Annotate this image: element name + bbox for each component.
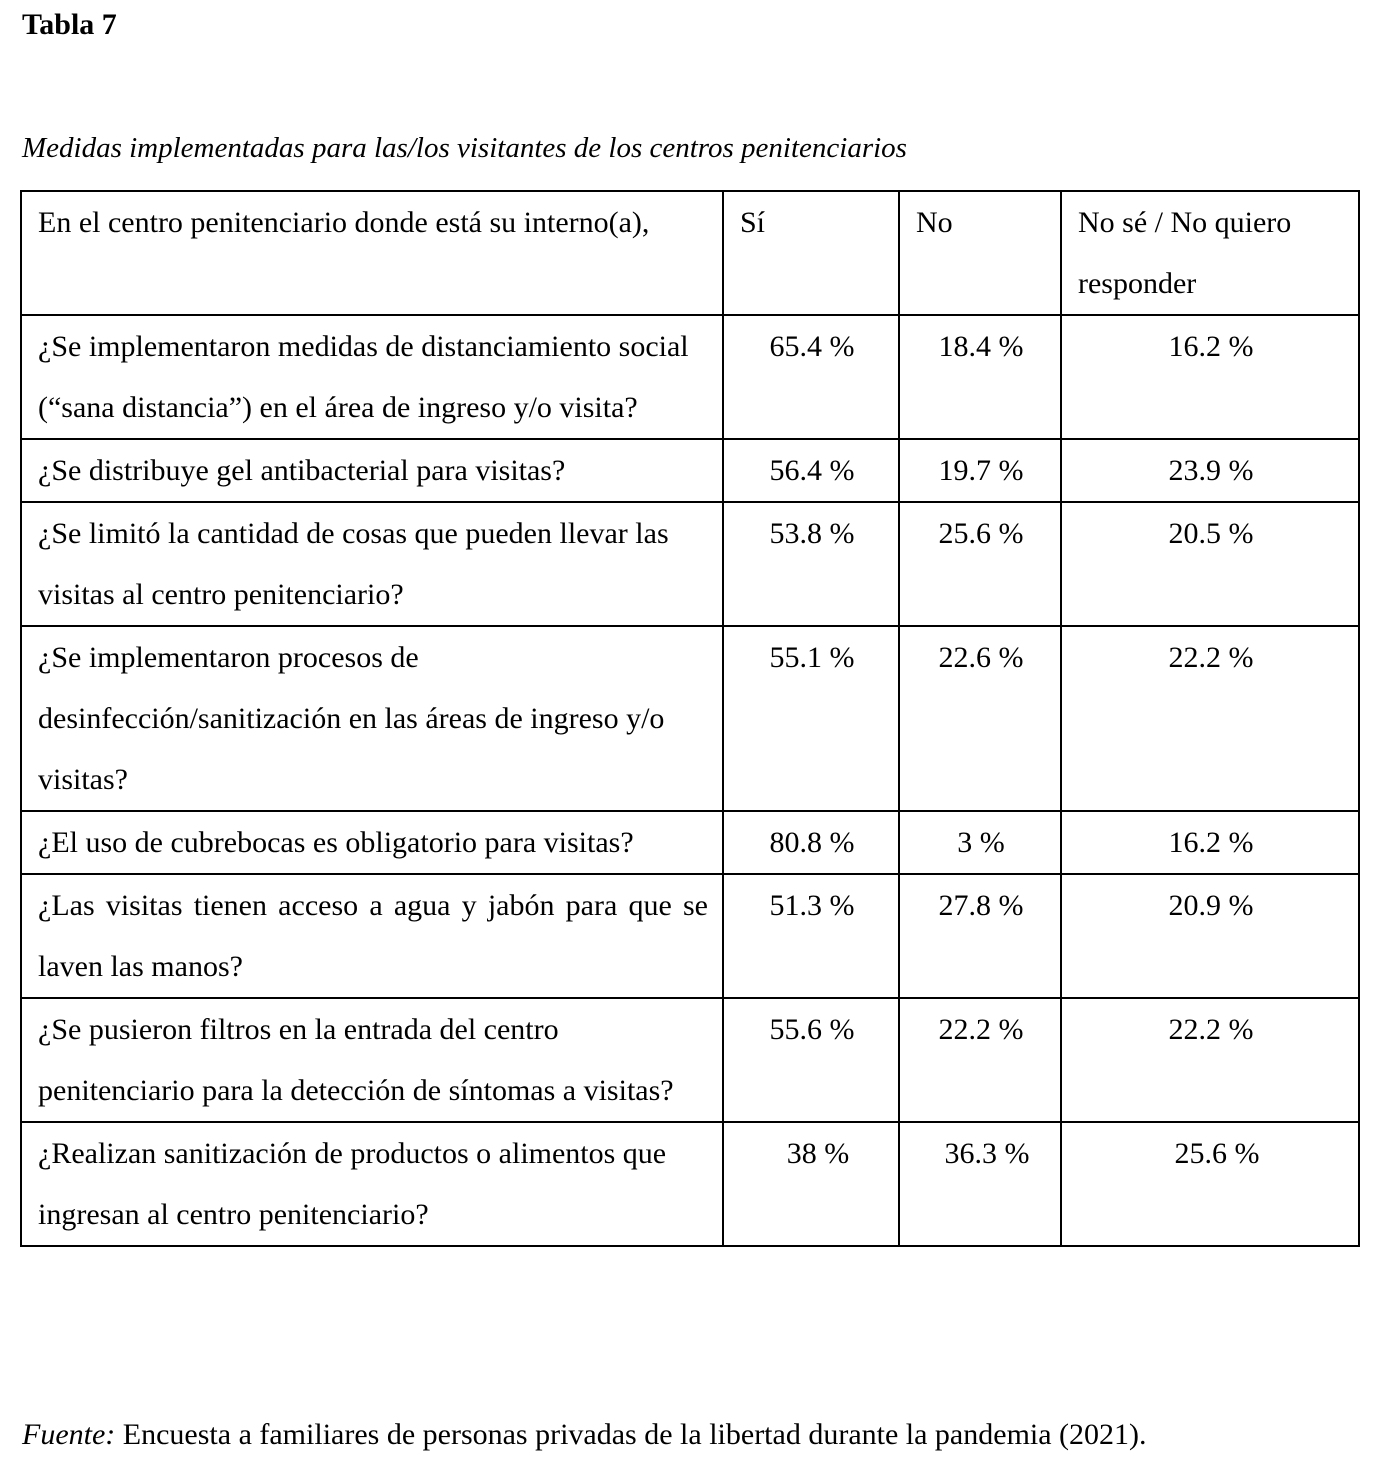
question-cell: ¿Se implementaron medidas de distanciamiento social (“sana distancia”) en el área de ingreso y/o visita? <box>21 315 723 439</box>
ns-cell: 23.9 % <box>1061 439 1359 502</box>
table-row <box>21 811 1359 874</box>
si-cell: 51.3 % <box>723 874 899 998</box>
si-cell: 38 % <box>723 1122 899 1246</box>
no-cell: 22.6 % <box>899 626 1061 811</box>
table-header-row <box>21 191 1359 315</box>
source-label: Fuente: <box>22 1418 116 1451</box>
table-row <box>21 998 1359 1122</box>
no-cell: 25.6 % <box>899 502 1061 626</box>
question-cell: ¿Se pusieron filtros en la entrada del centro penitenciario para la detección de síntomas a visitas? <box>21 998 723 1122</box>
question-cell: ¿Se implementaron procesos de desinfección/sanitización en las áreas de ingreso y/o visitas? <box>21 626 723 811</box>
table-row <box>21 439 1359 502</box>
question-cell: ¿Se limitó la cantidad de cosas que pueden llevar las visitas al centro penitenciario? <box>21 502 723 626</box>
ns-cell: 16.2 % <box>1061 811 1359 874</box>
header-ns-cell: No sé / No quiero responder <box>1061 191 1359 315</box>
table-label: Tabla 7 <box>22 8 117 41</box>
table-row <box>21 315 1359 439</box>
ns-cell: 20.9 % <box>1061 874 1359 998</box>
table-row <box>21 874 1359 998</box>
table-source-note <box>22 1418 1147 1452</box>
ns-cell: 16.2 % <box>1061 315 1359 439</box>
header-no-cell: No <box>899 191 1061 315</box>
header-si-cell: Sí <box>723 191 899 315</box>
ns-cell: 20.5 % <box>1061 502 1359 626</box>
question-cell: ¿Realizan sanitización de productos o alimentos que ingresan al centro penitenciario? <box>21 1122 723 1246</box>
si-cell: 55.1 % <box>723 626 899 811</box>
no-cell: 27.8 % <box>899 874 1061 998</box>
no-cell: 19.7 % <box>899 439 1061 502</box>
ns-cell: 22.2 % <box>1061 998 1359 1122</box>
si-cell: 55.6 % <box>723 998 899 1122</box>
no-cell: 22.2 % <box>899 998 1061 1122</box>
si-cell: 80.8 % <box>723 811 899 874</box>
question-cell: ¿El uso de cubrebocas es obligatorio para visitas? <box>21 811 723 874</box>
ns-cell: 22.2 % <box>1061 626 1359 811</box>
question-cell: ¿Las visitas tienen acceso a agua y jabón para que se laven las manos? <box>21 874 723 998</box>
header-question-cell: En el centro penitenciario donde está su interno(a), <box>21 191 723 315</box>
si-cell: 65.4 % <box>723 315 899 439</box>
si-cell: 53.8 % <box>723 502 899 626</box>
no-cell: 3 % <box>899 811 1061 874</box>
table-caption: Medidas implementadas para las/los visitantes de los centros penitenciarios <box>22 132 907 164</box>
data-table <box>20 190 1360 1247</box>
table-row <box>21 1122 1359 1246</box>
table-row <box>21 502 1359 626</box>
source-text: Encuesta a familiares de personas privadas de la libertad durante la pandemia (2021). <box>115 1418 1147 1451</box>
si-cell: 56.4 % <box>723 439 899 502</box>
table-row <box>21 626 1359 811</box>
ns-cell: 25.6 % <box>1061 1122 1359 1246</box>
no-cell: 36.3 % <box>899 1122 1061 1246</box>
no-cell: 18.4 % <box>899 315 1061 439</box>
question-cell: ¿Se distribuye gel antibacterial para visitas? <box>21 439 723 502</box>
